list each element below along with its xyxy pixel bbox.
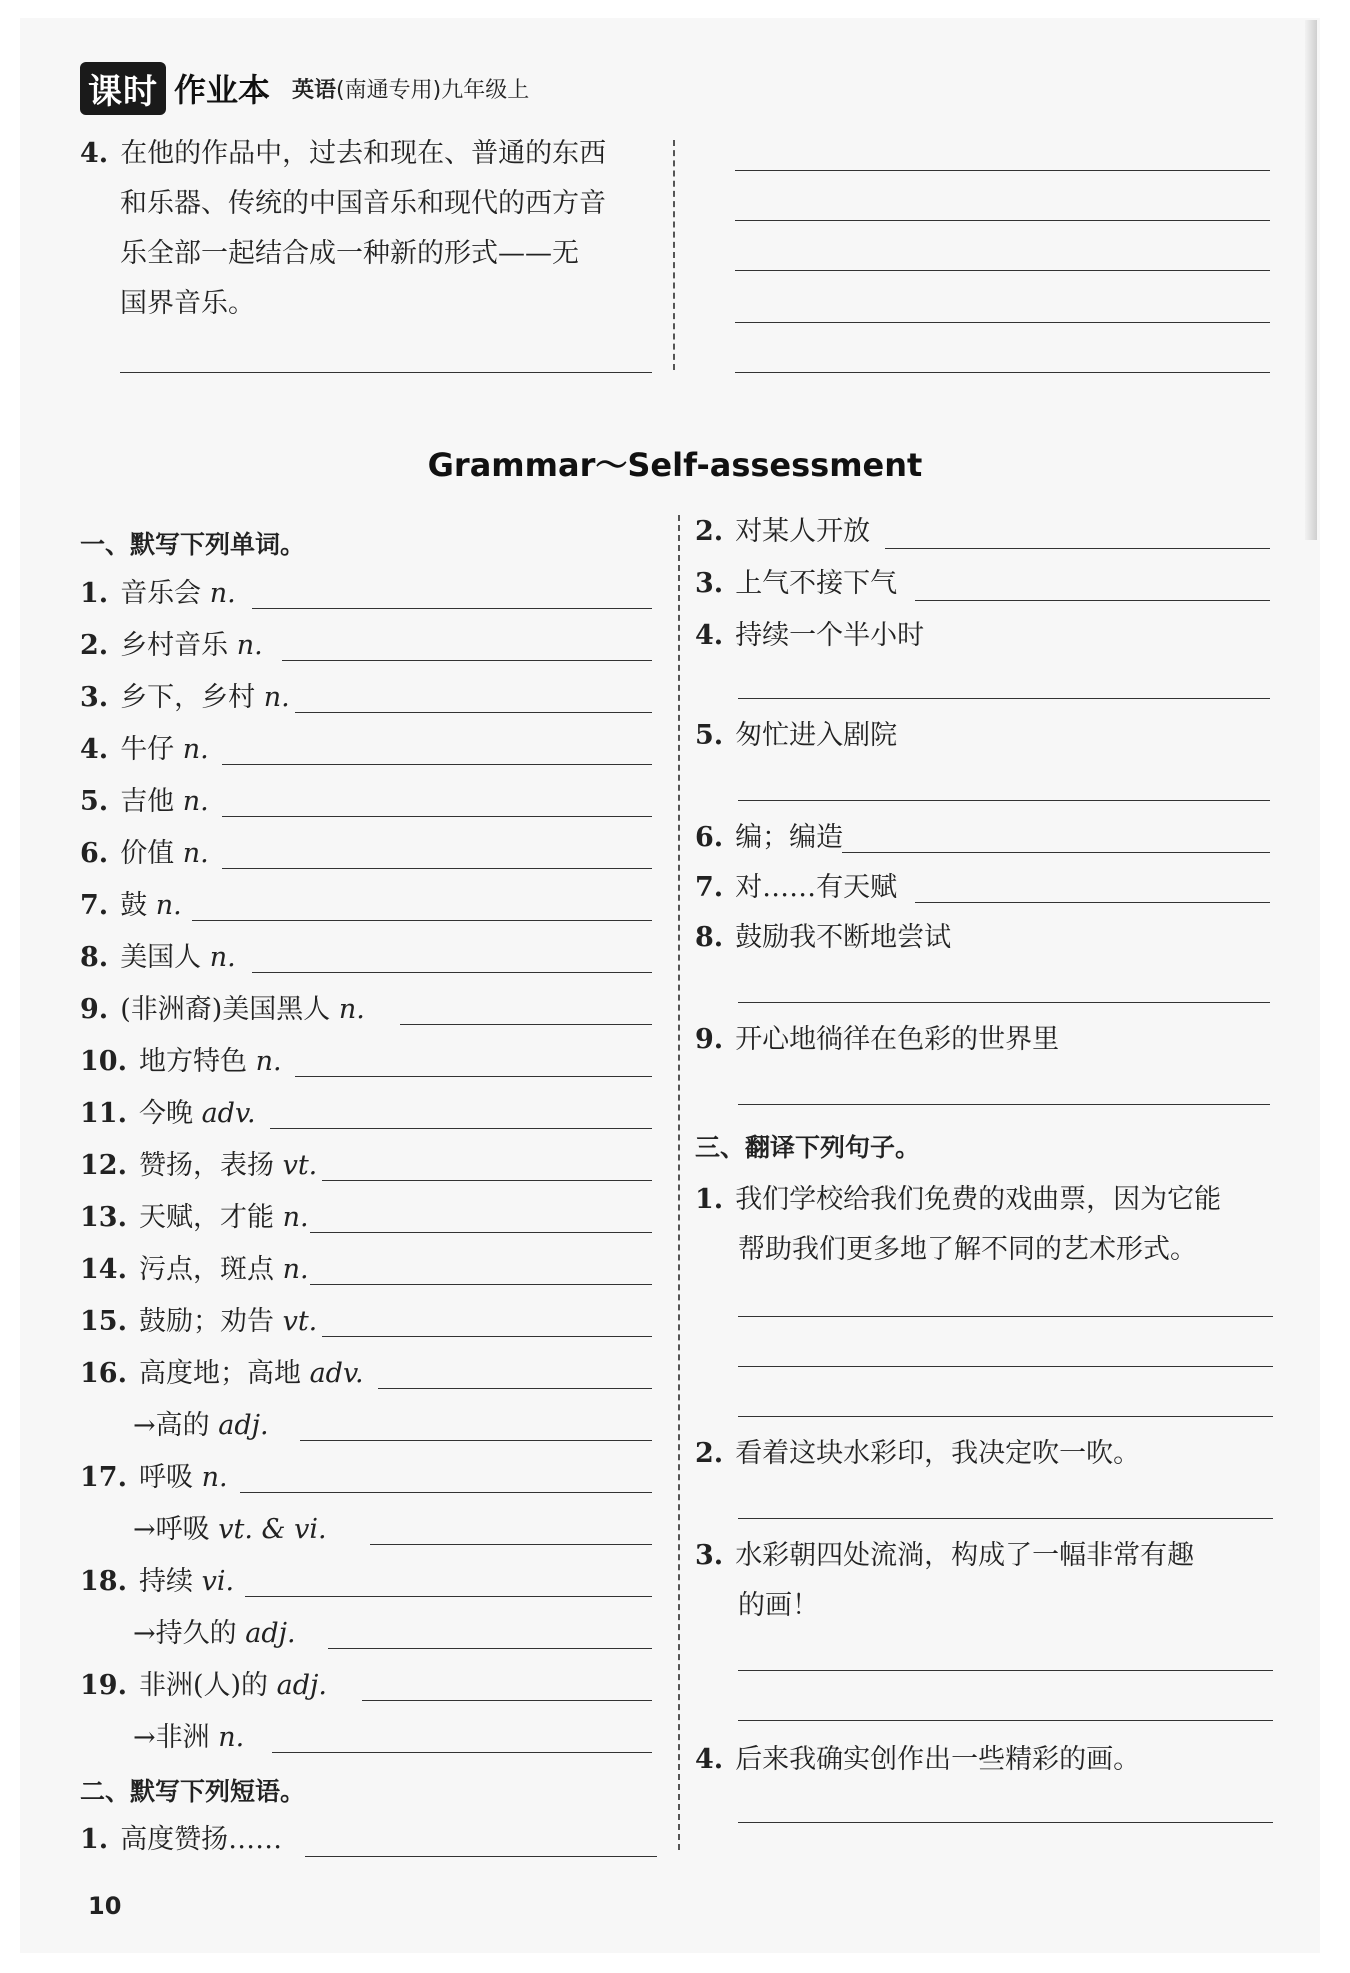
logo-text: 作业本 [174, 71, 271, 109]
word-item [80, 1204, 309, 1231]
item-number: 15. [80, 1306, 127, 1337]
item-pos: n. [209, 578, 236, 609]
item-text: 水彩朝四处流淌，构成了一幅非常有趣 [735, 1540, 1195, 1571]
item-pos: n. [155, 890, 182, 921]
item-text: 天赋，才能 [138, 1202, 274, 1233]
answer-line[interactable] [738, 1720, 1273, 1721]
answer-line[interactable] [245, 1596, 652, 1597]
item-pos: n. [282, 1202, 309, 1233]
word-item [80, 1360, 364, 1387]
item-number: 3. [80, 682, 109, 713]
item-number: 14. [80, 1254, 127, 1285]
item-number: 4. [695, 1744, 724, 1775]
page-number: 10 [88, 1892, 122, 1920]
item-number: 10. [80, 1046, 127, 1077]
word-item-derived [133, 1620, 296, 1647]
item-number: 4. [695, 620, 724, 651]
item-pos: n. [182, 734, 209, 765]
answer-line[interactable] [738, 1104, 1270, 1105]
answer-line[interactable] [370, 1544, 652, 1545]
subject-bold: 英语 [292, 77, 337, 103]
item-text: 对……有天赋 [735, 872, 898, 903]
answer-line[interactable] [735, 322, 1270, 323]
item-pos: n. [236, 630, 263, 661]
item-pos: vi. [201, 1566, 235, 1597]
column-divider-main [678, 515, 680, 1850]
answer-line[interactable] [222, 816, 652, 817]
subject-rest: (南通专用)九年级上 [336, 77, 530, 103]
answer-line[interactable] [310, 1232, 652, 1233]
part1-heading: 一、默写下列单词。 [80, 530, 306, 559]
answer-line[interactable] [378, 1388, 652, 1389]
item-number: 4. [80, 734, 109, 765]
sentence-item [695, 1542, 1194, 1569]
phrase-item [695, 622, 924, 649]
item-text: 非洲(人)的 [138, 1670, 269, 1701]
answer-line[interactable] [738, 698, 1270, 699]
answer-line[interactable] [222, 868, 652, 869]
item-number: 6. [695, 822, 724, 853]
answer-line[interactable] [240, 1492, 652, 1493]
word-item-derived [133, 1516, 327, 1543]
sentence-item [695, 1746, 1140, 1773]
answer-line[interactable] [738, 1670, 1273, 1671]
answer-line[interactable] [738, 1822, 1273, 1823]
item-number: 7. [695, 872, 724, 903]
item-text: 匆忙进入剧院 [735, 720, 898, 751]
top-item-line-4: 国界音乐。 [120, 288, 255, 319]
item-pos: vt. & vi. [218, 1514, 327, 1545]
word-item [80, 1100, 256, 1127]
section-title: Grammar～Self-assessment [427, 446, 923, 484]
answer-line[interactable] [310, 1284, 652, 1285]
item-number: 6. [80, 838, 109, 869]
item-pos: vt. [282, 1150, 318, 1181]
item-number: 2. [695, 516, 724, 547]
item-text: 污点，斑点 [138, 1254, 274, 1285]
phrase-item [695, 924, 951, 951]
word-item [80, 1256, 309, 1283]
phrase-item [695, 824, 843, 851]
logo-box: 课时 [80, 62, 166, 115]
sentence-item [695, 1440, 1140, 1467]
phrase-item [695, 1026, 1059, 1053]
answer-line[interactable] [738, 1518, 1273, 1519]
answer-line[interactable] [915, 600, 1270, 601]
answer-line[interactable] [322, 1336, 652, 1337]
item-number: 11. [80, 1098, 127, 1129]
item-text: 乡村音乐 [120, 630, 229, 661]
item-pos: n. [218, 1722, 245, 1753]
item-number: 1. [695, 1184, 724, 1215]
sentence-line: 帮助我们更多地了解不同的艺术形式。 [738, 1234, 1197, 1265]
word-item [80, 1152, 317, 1179]
answer-line[interactable] [915, 902, 1270, 903]
item-text: 高度赞扬…… [120, 1824, 283, 1855]
item-text: 今晚 [138, 1098, 193, 1129]
item-number: 3. [695, 1540, 724, 1571]
item-number: 1. [80, 578, 109, 609]
item-text: 牛仔 [120, 734, 175, 765]
answer-line[interactable] [252, 972, 652, 973]
item-pos: n. [255, 1046, 282, 1077]
item-text: →呼吸 [133, 1514, 210, 1545]
item-text: 持续 [138, 1566, 193, 1597]
item-text: 音乐会 [120, 578, 202, 609]
item-pos: adj. [218, 1410, 269, 1441]
item-text: 乡下，乡村 [120, 682, 256, 713]
word-item [80, 892, 182, 919]
word-item-derived [133, 1412, 269, 1439]
word-item [80, 1672, 327, 1699]
item-number: 5. [80, 786, 109, 817]
word-item [80, 840, 209, 867]
item-number: 7. [80, 890, 109, 921]
sentence-line: 的画！ [738, 1590, 819, 1621]
item-pos: n. [209, 942, 236, 973]
item-text: 对某人开放 [735, 516, 871, 547]
top-item [80, 140, 606, 167]
item-text: 美国人 [120, 942, 202, 973]
word-item [80, 632, 263, 659]
answer-line[interactable] [735, 372, 1270, 373]
answer-line[interactable] [322, 1180, 652, 1181]
item-pos: vt. [282, 1306, 318, 1337]
item-text: →高的 [133, 1410, 210, 1441]
item-pos: n. [201, 1462, 228, 1493]
item-pos: adj. [245, 1618, 296, 1649]
subject-label [292, 73, 529, 104]
phrase-item [695, 518, 870, 545]
item-number: 13. [80, 1202, 127, 1233]
item-number: 17. [80, 1462, 127, 1493]
item-pos: adv. [201, 1098, 256, 1129]
answer-line[interactable] [738, 1366, 1273, 1367]
item-text: 吉他 [120, 786, 175, 817]
item-text: →持久的 [133, 1618, 237, 1649]
phrase-item [695, 570, 897, 597]
item-number: 5. [695, 720, 724, 751]
word-item [80, 1048, 282, 1075]
word-item [80, 996, 365, 1023]
part2-heading: 二、默写下列短语。 [80, 1777, 306, 1806]
phrase-item [695, 722, 897, 749]
top-item-line-3: 乐全部一起结合成一种新的形式——无 [120, 238, 579, 269]
answer-line[interactable] [738, 1316, 1273, 1317]
sentence-item [695, 1186, 1221, 1213]
word-item [80, 736, 209, 763]
word-item [80, 1568, 234, 1595]
answer-line[interactable] [400, 1024, 652, 1025]
answer-line[interactable] [270, 1128, 652, 1129]
item-text: 开心地徜徉在色彩的世界里 [735, 1024, 1060, 1055]
word-item [80, 580, 236, 607]
item-pos: n. [263, 682, 290, 713]
item-number: 4. [80, 138, 109, 169]
item-text: 我们学校给我们免费的戏曲票，因为它能 [735, 1184, 1222, 1215]
answer-line[interactable] [735, 270, 1270, 271]
answer-line[interactable] [120, 372, 652, 373]
item-text: →非洲 [133, 1722, 210, 1753]
item-text: 上气不接下气 [735, 568, 898, 599]
answer-line[interactable] [295, 1076, 652, 1077]
header [80, 62, 529, 114]
part3-heading: 三、翻译下列句子。 [695, 1133, 921, 1162]
column-divider-top [673, 140, 675, 370]
item-number: 19. [80, 1670, 127, 1701]
top-item-line-2: 和乐器、传统的中国音乐和现代的西方音 [120, 188, 606, 219]
word-item [80, 684, 290, 711]
item-text: 高度地；高地 [138, 1358, 301, 1389]
word-item [80, 1308, 317, 1335]
answer-line[interactable] [252, 608, 652, 609]
word-item [80, 944, 236, 971]
phrase-item [695, 874, 897, 901]
item-text: 持续一个半小时 [735, 620, 925, 651]
answer-line[interactable] [300, 1440, 652, 1441]
item-number: 8. [695, 922, 724, 953]
answer-line[interactable] [738, 800, 1270, 801]
item-text: 鼓 [120, 890, 148, 921]
word-item-derived [133, 1724, 244, 1751]
answer-line[interactable] [192, 920, 652, 921]
item-text: (非洲裔)美国黑人 [120, 994, 331, 1025]
answer-line[interactable] [272, 1752, 652, 1753]
item-number: 16. [80, 1358, 127, 1389]
brand-logo [80, 62, 270, 115]
item-pos: n. [338, 994, 365, 1025]
item-text: 后来我确实创作出一些精彩的画。 [735, 1744, 1141, 1775]
answer-line[interactable] [282, 660, 652, 661]
item-text: 赞扬，表扬 [138, 1150, 274, 1181]
item-text: 编；编造 [735, 822, 844, 853]
item-number: 18. [80, 1566, 127, 1597]
answer-line[interactable] [305, 1856, 657, 1857]
item-text: 鼓励；劝告 [138, 1306, 274, 1337]
answer-line[interactable] [885, 548, 1270, 549]
word-item [80, 1464, 228, 1491]
answer-line[interactable] [842, 852, 1270, 853]
phrase-item [80, 1826, 282, 1853]
item-number: 9. [80, 994, 109, 1025]
answer-line[interactable] [735, 220, 1270, 221]
answer-line[interactable] [738, 1002, 1270, 1003]
item-pos: adj. [276, 1670, 327, 1701]
item-text: 鼓励我不断地尝试 [735, 922, 952, 953]
item-text: 价值 [120, 838, 175, 869]
item-number: 8. [80, 942, 109, 973]
item-number: 3. [695, 568, 724, 599]
answer-line[interactable] [738, 1416, 1273, 1417]
item-pos: n. [182, 786, 209, 817]
item-text: 看着这块水彩印，我决定吹一吹。 [735, 1438, 1141, 1469]
item-number: 9. [695, 1024, 724, 1055]
item-pos: n. [282, 1254, 309, 1285]
item-number: 2. [80, 630, 109, 661]
item-number: 12. [80, 1150, 127, 1181]
answer-line[interactable] [735, 170, 1270, 171]
item-number: 2. [695, 1438, 724, 1469]
answer-line[interactable] [328, 1648, 652, 1649]
top-item-line-1: 在他的作品中，过去和现在、普通的东西 [120, 138, 607, 169]
item-text: 呼吸 [138, 1462, 193, 1493]
answer-line[interactable] [222, 764, 652, 765]
item-number: 1. [80, 1824, 109, 1855]
word-item [80, 788, 209, 815]
item-pos: adv. [309, 1358, 364, 1389]
item-text: 地方特色 [138, 1046, 247, 1077]
item-pos: n. [182, 838, 209, 869]
answer-line[interactable] [295, 712, 652, 713]
answer-line[interactable] [362, 1700, 652, 1701]
